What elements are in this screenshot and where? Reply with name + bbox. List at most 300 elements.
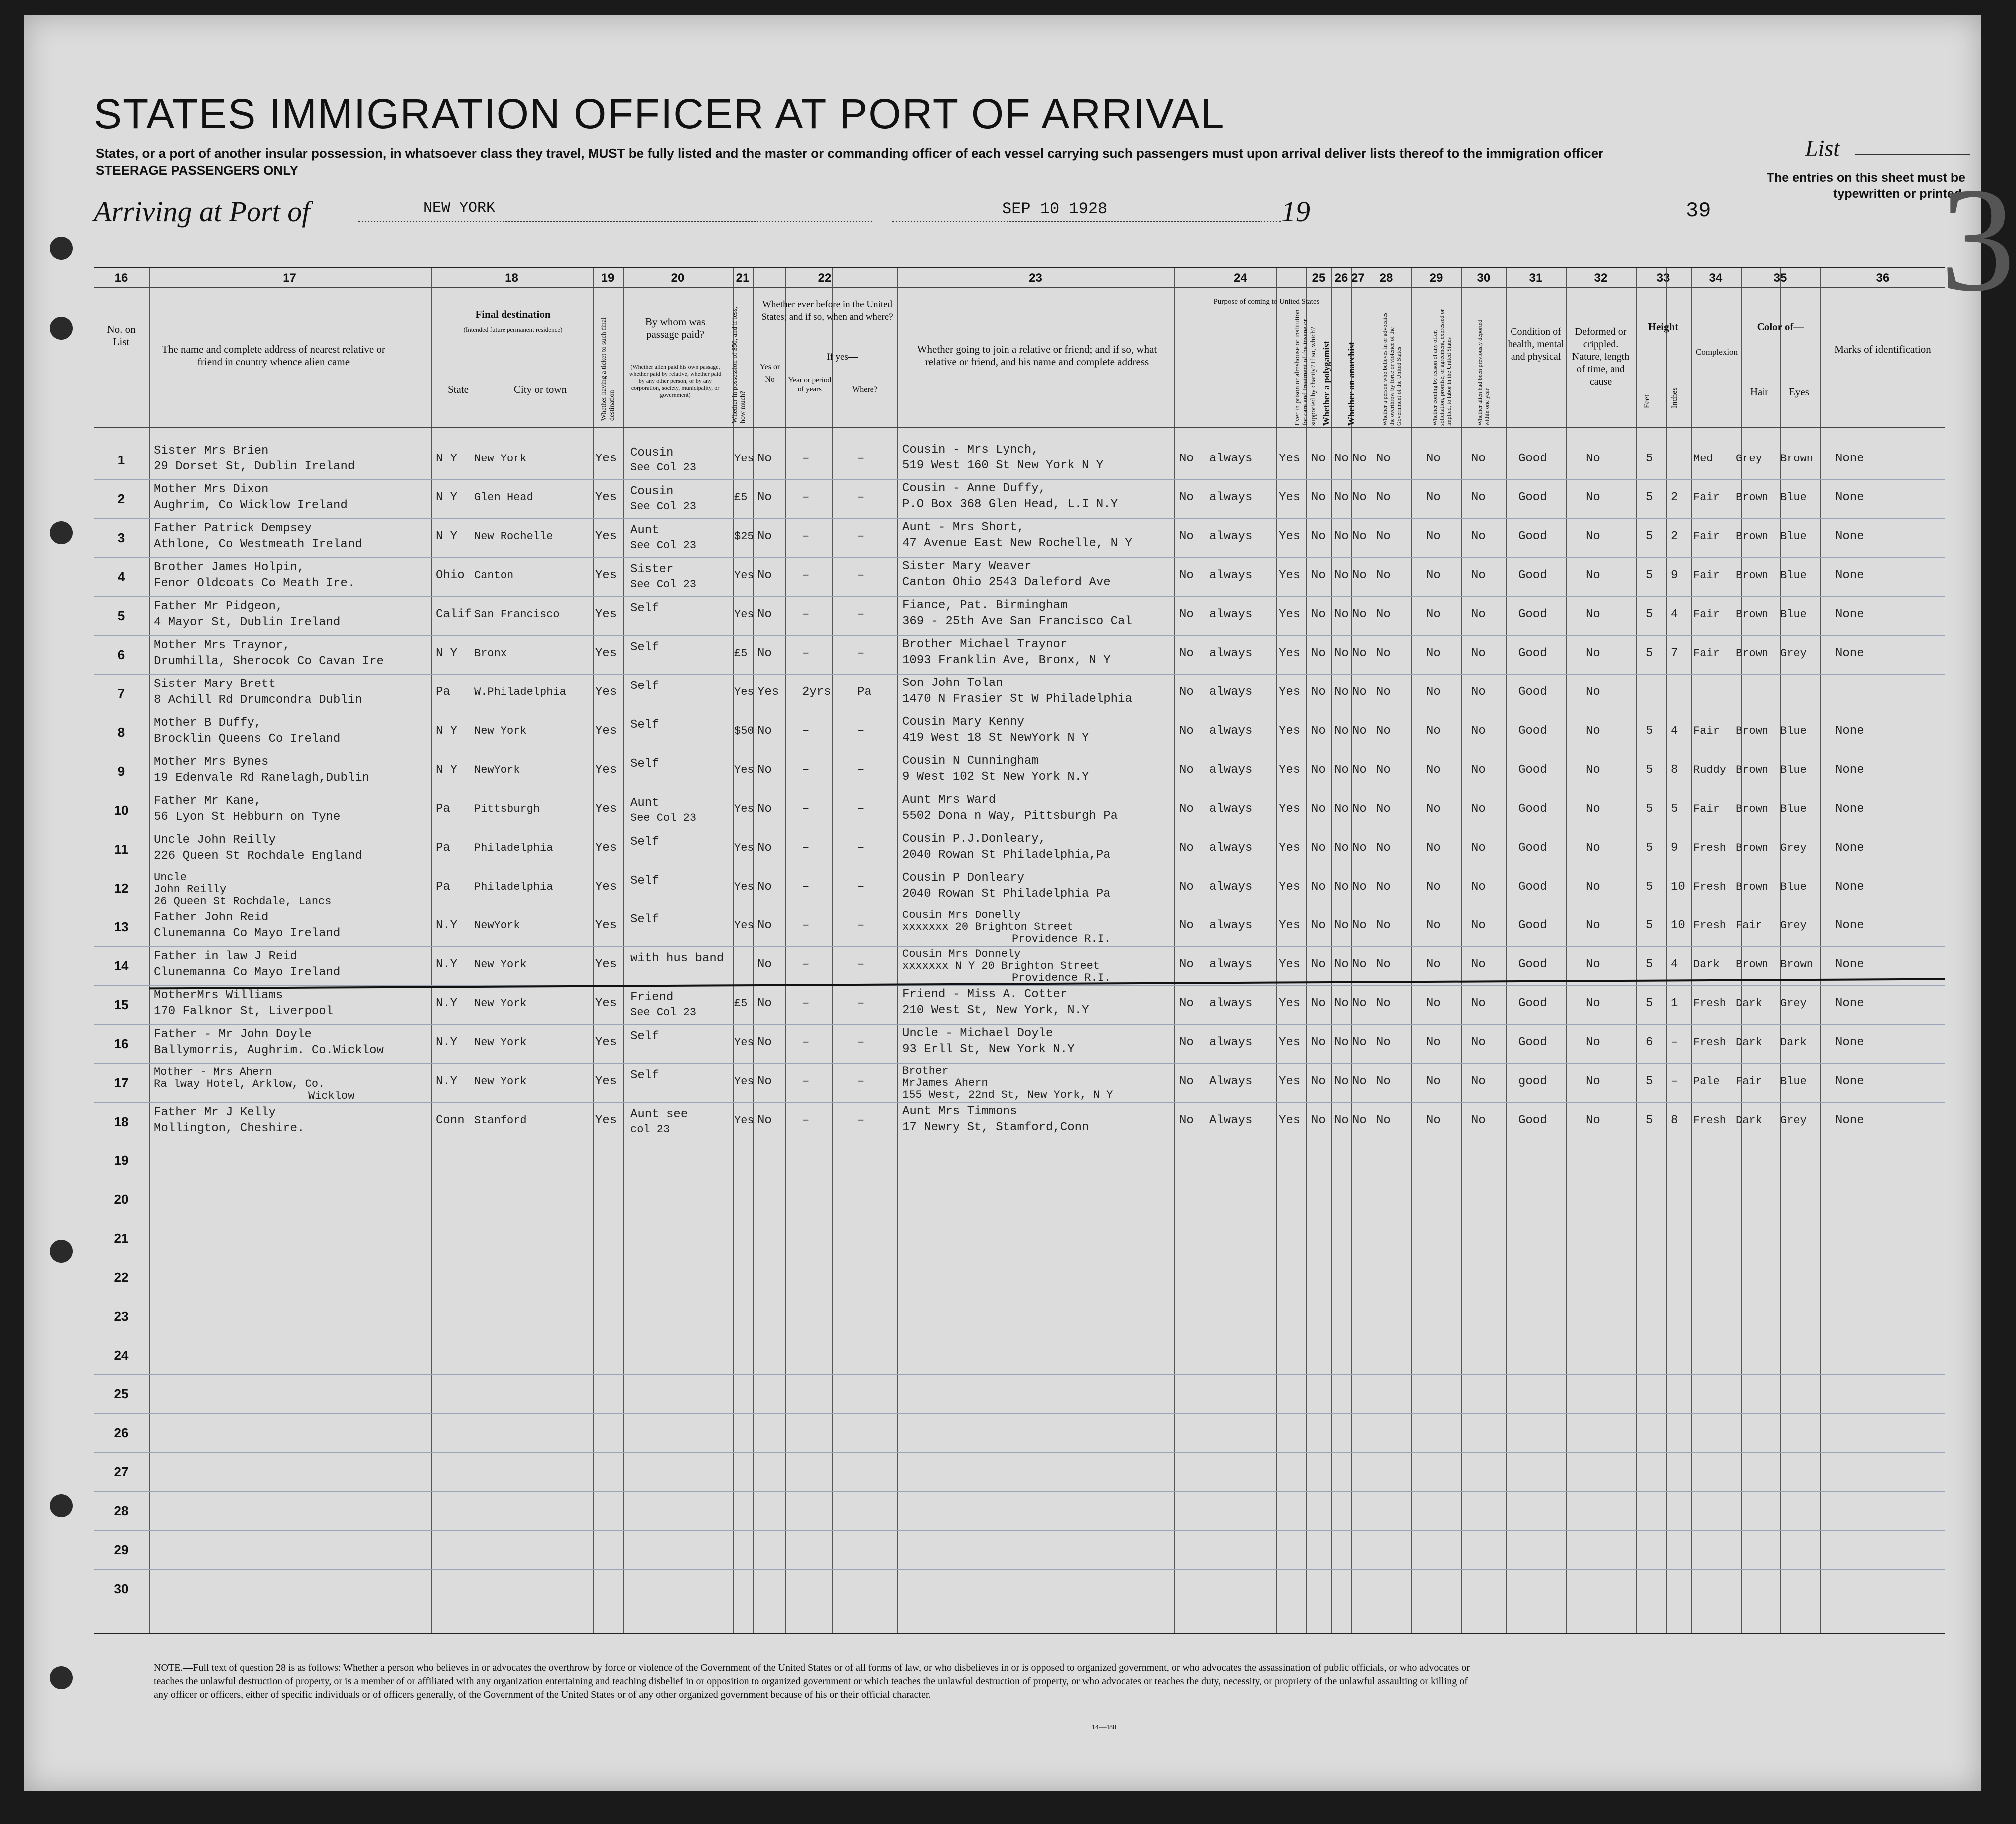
purpose-citizen: Yes <box>1279 958 1301 971</box>
relative-name: Sister Mrs Brien <box>154 444 269 457</box>
column-rule <box>753 268 754 1633</box>
joining-address: 93 Erll St, New York N.Y <box>902 1043 1075 1056</box>
column-number-17: 17 <box>283 271 296 285</box>
row-number: 16 <box>114 1036 129 1051</box>
prison-charity: No <box>1311 647 1326 660</box>
money: Yes <box>734 842 754 854</box>
col22-ifyes: If yes— <box>827 352 858 362</box>
relative-address: Clunemanna Co Mayo Ireland <box>154 966 341 979</box>
deformed: No <box>1586 958 1600 971</box>
polygamist: No <box>1334 763 1349 777</box>
relative-name: Uncle John Reilly <box>154 833 276 847</box>
health: Good <box>1518 880 1547 894</box>
height-feet: 5 <box>1646 1075 1653 1088</box>
relative-name: Brother James Holpin, <box>154 561 305 574</box>
period-years: – <box>802 958 810 971</box>
purpose-length: always <box>1209 530 1253 543</box>
purpose-return: No <box>1179 997 1194 1010</box>
period-years: – <box>802 802 810 816</box>
column-rule <box>897 268 898 1633</box>
deported: No <box>1471 1036 1486 1049</box>
question-28-note: NOTE.—Full text of question 28 is as follows: Whether a person who believes in or advocates the overthrow by force or violence of the Government of the United States or of all forms of law, or who disbelieves in or is opposed to organized government, or who advocates the assassination of public officials, or who advocates or teaches the unlawful destruction of property, or is a member of or affiliated with any organization entertaining and teaching disbelief in or opposition to organized government or which teaches the unlawful destruction of property, or who advocates or teaches the duty, necessity, or propriety of the unlawful assaulting or killing of any officer or officers, either of specific individuals or of officers generally, of the Government of the United States or of any other organized government because of his or their official character. <box>154 1662 1470 1700</box>
passage-paid-by: with hus band <box>630 952 724 965</box>
hair-color: Brown <box>1736 608 1769 621</box>
q29-answer: No <box>1426 491 1441 504</box>
column-rule <box>1741 268 1742 1633</box>
joining-relative: Cousin P Donleary <box>902 871 1024 885</box>
health: Good <box>1518 647 1547 660</box>
destination-state: Pa <box>436 802 450 816</box>
health: Good <box>1518 958 1547 971</box>
column-rule <box>1666 268 1667 1633</box>
ticket: Yes <box>595 647 617 660</box>
q29-answer: No <box>1426 958 1441 971</box>
q29-answer: No <box>1426 724 1441 738</box>
destination-state: N Y <box>436 452 458 465</box>
hair-color: Brown <box>1736 647 1769 660</box>
q29-answer: No <box>1426 530 1441 543</box>
column-number-23: 23 <box>1029 271 1042 285</box>
polygamist: No <box>1334 647 1349 660</box>
q29-answer: No <box>1426 997 1441 1010</box>
column-rule <box>593 268 594 1633</box>
deformed: No <box>1586 880 1600 894</box>
purpose-return: No <box>1179 608 1194 621</box>
q28-answer: No <box>1376 919 1391 932</box>
ticket: Yes <box>595 802 617 816</box>
complexion: Fair <box>1693 569 1720 582</box>
been-before: No <box>757 958 772 971</box>
height-inches: 5 <box>1671 802 1678 816</box>
q29-answer: No <box>1426 1075 1441 1088</box>
row-number: 9 <box>117 764 125 779</box>
purpose-citizen: Yes <box>1279 685 1301 699</box>
money: Yes <box>734 686 754 698</box>
purpose-return: No <box>1179 880 1194 894</box>
col18-city: City or town <box>513 383 567 395</box>
deported: No <box>1471 763 1486 777</box>
hair-color: Brown <box>1736 725 1769 737</box>
money: Yes <box>734 1075 754 1088</box>
ticket: Yes <box>595 452 617 465</box>
row-number: 13 <box>114 919 129 934</box>
arriving-label: Arriving at Port of <box>94 195 310 228</box>
been-before: No <box>757 997 772 1010</box>
joining-relative: Son John Tolan <box>902 677 1003 690</box>
deformed: No <box>1586 1075 1600 1088</box>
relative-address: Clunemanna Co Mayo Ireland <box>154 927 341 940</box>
q29-answer: No <box>1426 802 1441 816</box>
row-number: 15 <box>114 997 129 1012</box>
joining-address: Canton Ohio 2543 Daleford Ave <box>902 576 1111 589</box>
passage-paid-by: Self <box>630 1069 659 1082</box>
hair-color: Brown <box>1736 881 1769 893</box>
deformed: No <box>1586 491 1600 504</box>
health: Good <box>1518 452 1547 465</box>
health: Good <box>1518 530 1547 543</box>
purpose-length: always <box>1209 841 1253 855</box>
anarchist: No <box>1352 841 1367 855</box>
q29-answer: No <box>1426 569 1441 582</box>
row-number: 4 <box>117 569 125 584</box>
col22-where: Where? <box>852 385 877 394</box>
complexion: Fair <box>1693 725 1720 737</box>
period-years: – <box>802 724 810 738</box>
eye-color: Blue <box>1780 608 1807 621</box>
q29-answer: No <box>1426 452 1441 465</box>
hair-color: Brown <box>1736 764 1769 776</box>
eye-color: Blue <box>1780 725 1807 737</box>
relative-address: 56 Lyon St Hebburn on Tyne <box>154 810 341 824</box>
relative-address: 19 Edenvale Rd Ranelagh,Dublin <box>154 771 370 785</box>
row-number: 21 <box>114 1231 129 1246</box>
polygamist: No <box>1334 452 1349 465</box>
relative-address: Ballymorris, Aughrim. Co.Wicklow <box>154 1044 384 1057</box>
sheet-number: 3 <box>1940 157 2015 322</box>
prison-charity: No <box>1311 491 1326 504</box>
row-rule <box>94 1374 1945 1375</box>
height-inches: 4 <box>1671 958 1678 971</box>
purpose-citizen: Yes <box>1279 724 1301 738</box>
purpose-length: always <box>1209 1036 1253 1049</box>
q28-answer: No <box>1376 1075 1391 1088</box>
year-prefix: 19 <box>1281 195 1310 228</box>
purpose-return: No <box>1179 763 1194 777</box>
row-number: 26 <box>114 1425 129 1440</box>
complexion: Fresh <box>1693 842 1727 854</box>
money: Yes <box>734 569 754 582</box>
q28-answer: No <box>1376 647 1391 660</box>
complexion: Fresh <box>1693 997 1727 1010</box>
relative-address: 226 Queen St Rochdale England <box>154 849 362 863</box>
joining-relative: Cousin P.J.Donleary, <box>902 832 1046 846</box>
column-rule <box>1276 268 1277 1633</box>
joining-address: 47 Avenue East New Rochelle, N Y <box>902 537 1132 550</box>
money: £5 <box>734 997 748 1010</box>
column-number-18: 18 <box>505 271 518 285</box>
eye-color: Blue <box>1780 764 1807 776</box>
prison-charity: No <box>1311 1114 1326 1127</box>
identification-marks: None <box>1835 880 1864 894</box>
column-rule <box>431 268 432 1633</box>
complexion: Pale <box>1693 1075 1720 1088</box>
col20-subheader: (Whether alien paid his own passage, whether paid by relative, whether paid by any other person, or by any corporation, society, municipality, or government) <box>629 363 722 398</box>
purpose-length: always <box>1209 763 1253 777</box>
prison-charity: No <box>1311 530 1326 543</box>
been-before: No <box>757 724 772 738</box>
height-inches: 9 <box>1671 569 1678 582</box>
ticket: Yes <box>595 919 617 932</box>
period-years: 2yrs <box>802 685 831 699</box>
polygamist: No <box>1334 841 1349 855</box>
col20-header: By whom was passage paid? <box>645 316 706 340</box>
column-rule <box>1691 268 1692 1633</box>
row-number: 5 <box>117 608 125 623</box>
height-inches: 8 <box>1671 763 1678 777</box>
row-rule <box>94 479 1945 480</box>
q29-answer: No <box>1426 685 1441 699</box>
q28-answer: No <box>1376 763 1391 777</box>
row-number: 30 <box>114 1581 129 1596</box>
deformed: No <box>1586 724 1600 738</box>
destination-city: Glen Head <box>474 491 533 504</box>
money: Yes <box>734 1036 754 1049</box>
where-before: – <box>857 724 865 738</box>
column-rule <box>1820 268 1821 1633</box>
destination-city: W.Philadelphia <box>474 686 566 698</box>
height-feet: 5 <box>1646 569 1653 582</box>
joining-address: 17 Newry St, Stamford,Conn <box>902 1121 1089 1134</box>
q28-answer: No <box>1376 841 1391 855</box>
purpose-citizen: Yes <box>1279 1114 1301 1127</box>
height-feet: 5 <box>1646 997 1653 1010</box>
polygamist: No <box>1334 1075 1349 1088</box>
anarchist: No <box>1352 880 1367 894</box>
purpose-length: always <box>1209 452 1253 465</box>
prison-charity: No <box>1311 919 1326 932</box>
been-before: No <box>757 608 772 621</box>
polygamist: No <box>1334 685 1349 699</box>
purpose-return: No <box>1179 958 1194 971</box>
row-rule <box>94 1413 1945 1414</box>
where-before: – <box>857 880 865 894</box>
health: Good <box>1518 997 1547 1010</box>
identification-marks: None <box>1835 1114 1864 1127</box>
purpose-citizen: Yes <box>1279 1036 1301 1049</box>
money: Yes <box>734 764 754 776</box>
passage-paid-by: Cousin <box>630 485 674 498</box>
purpose-return: No <box>1179 724 1194 738</box>
destination-city: New York <box>474 725 527 737</box>
deformed: No <box>1586 569 1600 582</box>
binder-hole <box>50 521 73 544</box>
purpose-return: No <box>1179 1075 1194 1088</box>
q28-answer: No <box>1376 530 1391 543</box>
been-before: No <box>757 919 772 932</box>
deformed: No <box>1586 841 1600 855</box>
been-before: No <box>757 452 772 465</box>
row-rule <box>94 1569 1945 1570</box>
passage-paid-by: Self <box>630 913 659 926</box>
relative-name: Father Patrick Dempsey <box>154 522 312 535</box>
anarchist: No <box>1352 1075 1367 1088</box>
row-rule <box>94 557 1945 558</box>
height-feet: 6 <box>1646 1036 1653 1049</box>
hair-color: Brown <box>1736 842 1769 854</box>
purpose-length: always <box>1209 569 1253 582</box>
eye-color: Grey <box>1780 997 1807 1010</box>
prison-charity: No <box>1311 685 1326 699</box>
hair-color: Fair <box>1736 919 1762 932</box>
complexion: Ruddy <box>1693 764 1727 776</box>
been-before: No <box>757 491 772 504</box>
anarchist: No <box>1352 919 1367 932</box>
where-before: – <box>857 608 865 621</box>
purpose-return: No <box>1179 685 1194 699</box>
joining-relative: Aunt Mrs Ward <box>902 793 996 807</box>
purpose-length: always <box>1209 647 1253 660</box>
deformed: No <box>1586 763 1600 777</box>
relative-name: Mother Mrs Bynes <box>154 755 269 769</box>
period-years: – <box>802 1114 810 1127</box>
ticket: Yes <box>595 608 617 621</box>
joining-address: 1093 Franklin Ave, Bronx, N Y <box>902 654 1111 667</box>
deported: No <box>1471 685 1486 699</box>
purpose-citizen: Yes <box>1279 880 1301 894</box>
purpose-return: No <box>1179 491 1194 504</box>
passage-paid-by: Self <box>630 835 659 849</box>
destination-city: Philadelphia <box>474 881 553 893</box>
col33-header: Height <box>1648 321 1679 333</box>
identification-marks: None <box>1835 841 1864 855</box>
destination-city: Pittsburgh <box>474 803 540 815</box>
col17-header: The name and complete address of nearest relative or friend in country whence alien came <box>162 343 385 368</box>
destination-state: N.Y <box>436 958 458 971</box>
col18-state: State <box>448 383 469 395</box>
row-number: 6 <box>117 647 125 662</box>
deported: No <box>1471 997 1486 1010</box>
column-rule <box>785 268 786 1633</box>
identification-marks: None <box>1835 763 1864 777</box>
column-rule <box>1351 268 1352 1633</box>
col35-eyes: Eyes <box>1789 386 1809 398</box>
complexion: Fresh <box>1693 1036 1727 1049</box>
column-number-20: 20 <box>671 271 685 285</box>
deported: No <box>1471 647 1486 660</box>
deformed: No <box>1586 647 1600 660</box>
joining-address: 5502 Dona n Way, Pittsburgh Pa <box>902 809 1118 823</box>
destination-state: N Y <box>436 647 458 660</box>
period-years: – <box>802 608 810 621</box>
period-years: – <box>802 1075 810 1088</box>
complexion: Fresh <box>1693 1114 1727 1127</box>
prison-charity: No <box>1311 1075 1326 1088</box>
health: Good <box>1518 724 1547 738</box>
passage-paid-note: See Col 23 <box>630 539 697 552</box>
passage-paid-note: See Col 23 <box>630 500 697 513</box>
col23-header: Whether going to join a relative or friend; and if so, what relative or friend, and his name and complete address <box>917 343 1157 368</box>
binder-hole <box>50 1494 73 1517</box>
hair-color: Dark <box>1736 1114 1762 1127</box>
period-years: – <box>802 841 810 855</box>
row-number: 8 <box>117 725 125 740</box>
period-years: – <box>802 997 810 1010</box>
port-line <box>358 221 872 222</box>
relative-address-extra: 26 Queen St Rochdale, Lancs <box>154 895 332 908</box>
eye-color: Grey <box>1780 1114 1807 1127</box>
eye-color: Blue <box>1780 530 1807 543</box>
height-feet: 5 <box>1646 452 1653 465</box>
identification-marks: None <box>1835 452 1864 465</box>
relative-name: Father Mr Kane, <box>154 794 262 808</box>
q28-answer: No <box>1376 802 1391 816</box>
complexion: Fair <box>1693 608 1720 621</box>
prison-charity: No <box>1311 452 1326 465</box>
purpose-return: No <box>1179 452 1194 465</box>
joining-relative: Cousin - Anne Duffy, <box>902 482 1046 495</box>
column-number-26: 26 <box>1334 271 1348 285</box>
height-feet: 5 <box>1646 647 1653 660</box>
destination-city: Stanford <box>474 1114 527 1127</box>
height-inches: 4 <box>1671 724 1678 738</box>
eye-color: Grey <box>1780 647 1807 660</box>
deported: No <box>1471 724 1486 738</box>
money: £5 <box>734 491 748 504</box>
purpose-return: No <box>1179 919 1194 932</box>
date-line <box>892 221 1281 222</box>
relative-address: Fenor Oldcoats Co Meath Ire. <box>154 577 355 590</box>
relative-address: Aughrim, Co Wicklow Ireland <box>154 499 348 512</box>
where-before: – <box>857 997 865 1010</box>
destination-city: New York <box>474 958 527 971</box>
purpose-length: always <box>1209 608 1253 621</box>
destination-city: Philadelphia <box>474 842 553 854</box>
height-feet: 5 <box>1646 491 1653 504</box>
identification-marks: None <box>1835 958 1864 971</box>
eye-color: Dark <box>1780 1036 1807 1049</box>
height-feet: 5 <box>1646 958 1653 971</box>
column-number-21: 21 <box>736 271 750 285</box>
prison-charity: No <box>1311 880 1326 894</box>
complexion: Med <box>1693 453 1713 465</box>
complexion: Fair <box>1693 491 1720 504</box>
joining-relative: Cousin Mrs Donnely <box>902 948 1021 960</box>
been-before: No <box>757 647 772 660</box>
destination-state: N Y <box>436 491 458 504</box>
purpose-return: No <box>1179 841 1194 855</box>
health: Good <box>1518 802 1547 816</box>
joining-address: xxxxxxx N Y 20 Brighton Street <box>902 960 1100 972</box>
joining-address: 369 - 25th Ave San Francisco Cal <box>902 615 1132 628</box>
polygamist: No <box>1334 491 1349 504</box>
passage-paid-note: See Col 23 <box>630 461 697 474</box>
polygamist: No <box>1334 958 1349 971</box>
arrival-date-stamp: SEP 10 1928 <box>1002 200 1108 218</box>
where-before: – <box>857 802 865 816</box>
where-before: – <box>857 1114 865 1127</box>
period-years: – <box>802 569 810 582</box>
height-feet: 5 <box>1646 802 1653 816</box>
passage-paid-by: Self <box>630 757 659 771</box>
complexion: Fair <box>1693 803 1720 815</box>
col28-header: Whether a person who believes in or advocates the overthrow by force or violence of the Government of the United States <box>1381 312 1402 426</box>
joining-address: 519 West 160 St New York N Y <box>902 459 1104 472</box>
anarchist: No <box>1352 997 1367 1010</box>
eye-color: Blue <box>1780 1075 1807 1088</box>
period-years: – <box>802 452 810 465</box>
been-before: Yes <box>757 685 779 699</box>
ticket: Yes <box>595 880 617 894</box>
row-rule <box>94 985 1945 986</box>
been-before: No <box>757 841 772 855</box>
col22-yesno: Yes or No <box>759 363 780 384</box>
relative-name: Mother - Mrs Ahern <box>154 1066 272 1078</box>
destination-city: San Francisco <box>474 608 560 621</box>
joining-relative: Cousin Mrs Donelly <box>902 909 1021 921</box>
hair-color: Brown <box>1736 530 1769 543</box>
purpose-length: Always <box>1209 1075 1253 1088</box>
purpose-length: always <box>1209 997 1253 1010</box>
destination-state: Pa <box>436 841 450 855</box>
passage-paid-note: See Col 23 <box>630 812 697 824</box>
deformed: No <box>1586 919 1600 932</box>
eye-color: Grey <box>1780 842 1807 854</box>
q28-answer: No <box>1376 997 1391 1010</box>
purpose-citizen: Yes <box>1279 647 1301 660</box>
money: Yes <box>734 453 754 465</box>
column-rule <box>149 268 150 1633</box>
destination-state: Conn <box>436 1114 465 1127</box>
